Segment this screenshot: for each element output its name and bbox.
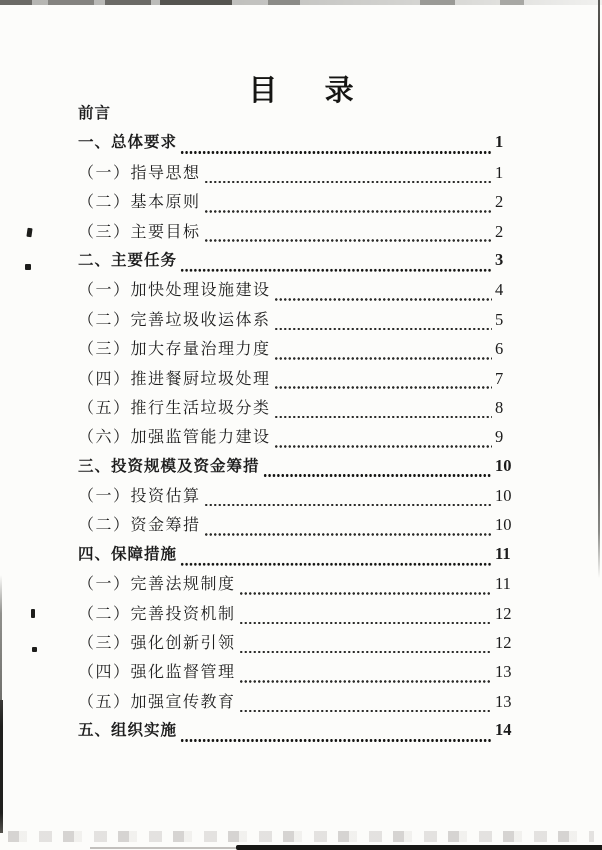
toc-entry: [78, 219, 516, 248]
toc-entry: [78, 630, 516, 659]
toc-entry-label: 五、组织实施: [78, 722, 178, 740]
scan-artifact-dash: [500, 0, 524, 5]
toc-entry-label: （四）推进餐厨垃圾处理: [78, 370, 271, 388]
toc-page-number: 7: [495, 368, 504, 388]
scan-artifact-speck: [31, 609, 35, 618]
toc-entry-label: （一）投资估算: [78, 488, 201, 506]
scan-artifact-dash: [48, 0, 94, 5]
scan-artifact-dash: [420, 0, 455, 5]
toc-entry: [78, 424, 516, 453]
toc-entry-label: 四、保障措施: [78, 545, 178, 563]
scan-artifact-bottom-noise: [8, 831, 594, 842]
toc-entry: [78, 189, 516, 218]
toc-entry-label: （二）完善垃圾收运体系: [78, 311, 271, 329]
toc-leader-dots: [239, 670, 492, 684]
toc-entry: [78, 366, 516, 395]
toc-leader-dots: [274, 347, 492, 361]
toc-entry-label: （五）加强宣传教育: [78, 693, 236, 711]
toc-leader-dots: [180, 729, 492, 743]
toc-entry: [78, 454, 516, 483]
toc-page-number: 2: [495, 221, 504, 241]
toc-leader-dots: [274, 435, 492, 449]
toc-entry-label: （二）完善投资机制: [78, 605, 236, 623]
toc-entry: [78, 571, 516, 600]
toc-entry-label: （六）加强监管能力建设: [78, 429, 271, 447]
toc-page-number: 13: [495, 662, 512, 682]
toc-leader-dots: [274, 317, 492, 331]
toc-page-number: 13: [495, 691, 512, 711]
toc-page-number: 12: [495, 633, 512, 653]
toc-page-number: 1: [495, 132, 504, 152]
toc-entry-label: 一、总体要求: [78, 134, 178, 152]
toc-page-number: 11: [495, 574, 511, 594]
scan-artifact-dash: [105, 0, 151, 5]
toc-entry-label: 三、投资规模及资金筹措: [78, 457, 260, 475]
toc-entry-label: （一）指导思想: [78, 164, 201, 182]
toc-entry: [78, 601, 516, 630]
scan-artifact-top-edge: [0, 0, 602, 5]
toc-page-number: 14: [495, 720, 512, 740]
toc-entry: [78, 248, 516, 277]
toc-page-number: 2: [495, 192, 504, 212]
toc-leader-dots: [204, 229, 492, 243]
scan-artifact-left-edge-line: [0, 700, 3, 833]
toc-leader-dots: [204, 523, 492, 537]
toc-page-number: 6: [495, 339, 504, 359]
toc-leader-dots: [274, 405, 492, 419]
scan-artifact-bottom-edge-faint: [90, 847, 236, 849]
toc-entry: [78, 277, 516, 306]
toc-page-number: 5: [495, 309, 504, 329]
toc-entry-label: （三）强化创新引领: [78, 635, 236, 653]
toc-leader-dots: [204, 200, 492, 214]
scan-artifact-speck: [32, 647, 37, 652]
scan-artifact-left-edge-line: [0, 575, 2, 703]
toc-page-number: 11: [495, 543, 511, 563]
toc-entry-label: （一）加快处理设施建设: [78, 282, 271, 300]
toc-entry-label: （二）资金筹措: [78, 517, 201, 535]
toc-entry: [78, 718, 516, 747]
toc-entry-label: （三）加大存量治理力度: [78, 341, 271, 359]
toc-page-number: 10: [495, 515, 512, 535]
toc-entry: [78, 130, 516, 159]
scan-artifact-bottom-edge: [236, 845, 602, 850]
toc-leader-dots: [180, 258, 492, 272]
toc-leader-dots: [239, 611, 492, 625]
toc-entry-label: （二）基本原则: [78, 194, 201, 212]
toc-page-number: 10: [495, 455, 512, 475]
toc-entry: [78, 160, 516, 189]
toc-entry: [78, 336, 516, 365]
toc-leader-dots: [274, 288, 492, 302]
toc-page-number: 8: [495, 397, 504, 417]
toc-entry: [78, 512, 516, 541]
toc-entry: [78, 395, 516, 424]
toc-entry-label: 二、主要任务: [78, 251, 178, 269]
toc-entry: [78, 483, 516, 512]
toc-leader-dots: [180, 141, 492, 155]
toc-page-number: 4: [495, 280, 504, 300]
toc-leader-dots: [204, 493, 492, 507]
toc-entry: [78, 689, 516, 718]
scan-artifact-dash: [160, 0, 232, 5]
toc-leader-dots: [204, 170, 492, 184]
scan-artifact-dash: [268, 0, 300, 5]
toc-entry-preface: [78, 101, 516, 130]
toc-page-number: 1: [495, 162, 504, 182]
toc-page-number: 9: [495, 427, 504, 447]
toc-leader-dots: [263, 464, 492, 478]
toc-page-number: 3: [495, 249, 504, 269]
table-of-contents: [78, 101, 516, 748]
toc-leader-dots: [180, 552, 492, 566]
toc-entry-label: （一）完善法规制度: [78, 576, 236, 594]
scan-artifact-speck: [26, 228, 32, 238]
toc-leader-dots: [239, 640, 492, 654]
toc-entry-label: （五）推行生活垃圾分类: [78, 399, 271, 417]
toc-entry: [78, 307, 516, 336]
toc-entry-label: （三）主要目标: [78, 223, 201, 241]
toc-entry-label: 前言: [78, 105, 112, 122]
scan-artifact-speck: [25, 264, 31, 270]
toc-leader-dots: [274, 376, 492, 390]
toc-leader-dots: [239, 582, 492, 596]
toc-entry: [78, 542, 516, 571]
toc-entry-label: （四）强化监督管理: [78, 664, 236, 682]
scan-artifact-dash: [0, 0, 32, 5]
toc-page-number: 12: [495, 603, 512, 623]
toc-leader-dots: [239, 699, 492, 713]
toc-entry: [78, 659, 516, 688]
toc-page-number: 10: [495, 486, 512, 506]
toc-title: 目 录: [248, 75, 374, 107]
